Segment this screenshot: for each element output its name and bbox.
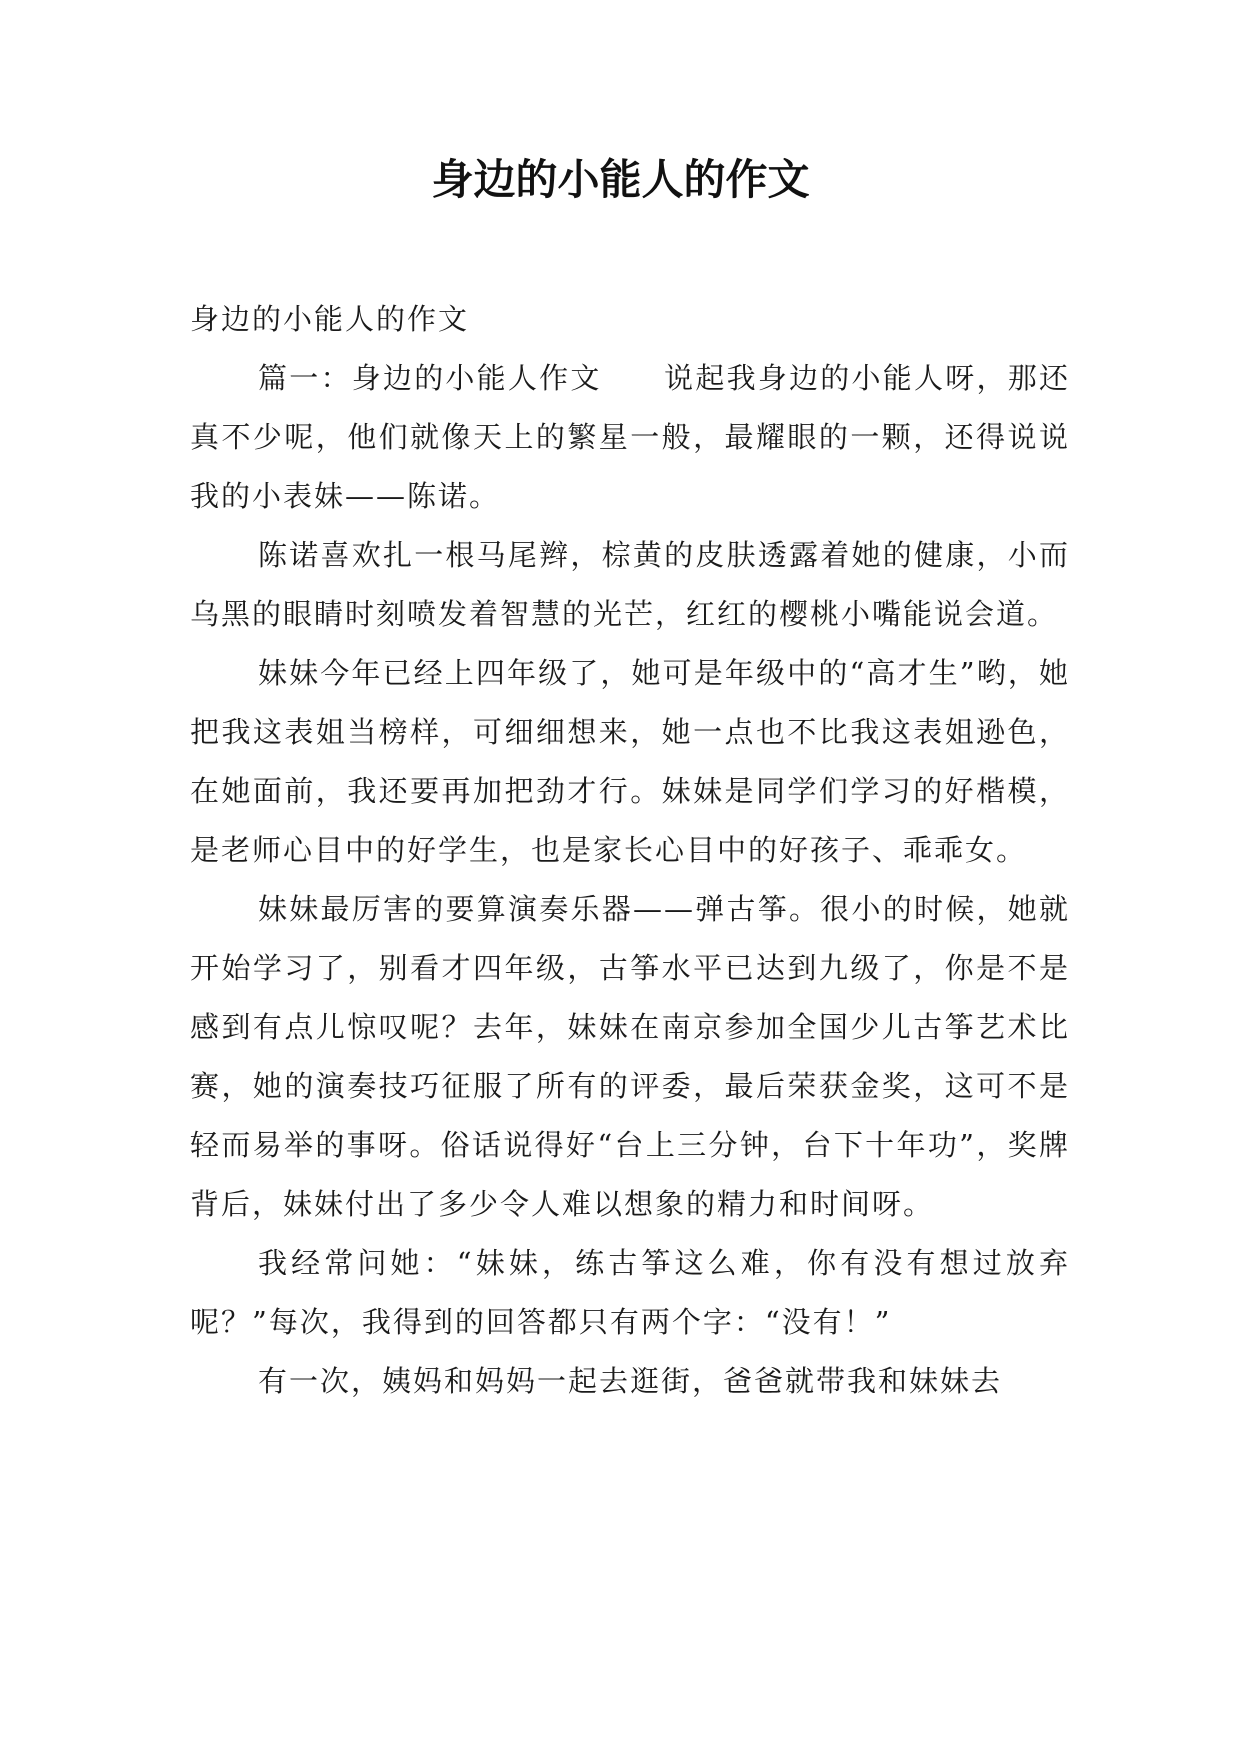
paragraph: 陈诺喜欢扎一根马尾辫，棕黄的皮肤透露着她的健康，小而乌黑的眼睛时刻喷发着智慧的光芒，红红的樱桃小嘴能说会道。 xyxy=(190,538,1070,631)
paragraph: 我经常问她：“妹妹，练古筝这么难，你有没有想过放弃呢？”每次，我得到的回答都只有两个字：“没有！” xyxy=(190,1246,1070,1339)
paragraph: 篇一：身边的小能人作文 说起我身边的小能人呀，那还真不少呢，他们就像天上的繁星一般，最耀眼的一颗，还得说说我的小表妹——陈诺。 xyxy=(190,361,1070,513)
paragraph-heading: 身边的小能人的作文 xyxy=(190,302,470,336)
paragraph: 妹妹最厉害的要算演奏乐器——弹古筝。很小的时候，她就开始学习了，别看才四年级，古筝水平已达到九级了，你是不是感到有点儿惊叹呢？去年，妹妹在南京参加全国少儿古筝艺术比赛，她的演奏技巧征服了所有的评委，最后荣获金奖，这可不是轻而易举的事呀。俗话说得好“台上三分钟，台下十年功”，奖牌背后，妹妹付出了多少令人难以想象的精力和时间呀。 xyxy=(190,892,1070,1221)
document-title: 身边的小能人的作文 xyxy=(431,155,810,204)
paragraph: 有一次，姨妈和妈妈一起去逛街，爸爸就带我和妹妹去 xyxy=(258,1364,1003,1398)
paragraph: 妹妹今年已经上四年级了，她可是年级中的“高才生”哟，她把我这表姐当榜样，可细细想来，她一点也不比我这表姐逊色，在她面前，我还要再加把劲才行。妹妹是同学们学习的好楷模，是老师心目中的好学生，也是家长心目中的好孩子、乖乖女。 xyxy=(190,656,1070,867)
document-body xyxy=(190,290,1070,1411)
